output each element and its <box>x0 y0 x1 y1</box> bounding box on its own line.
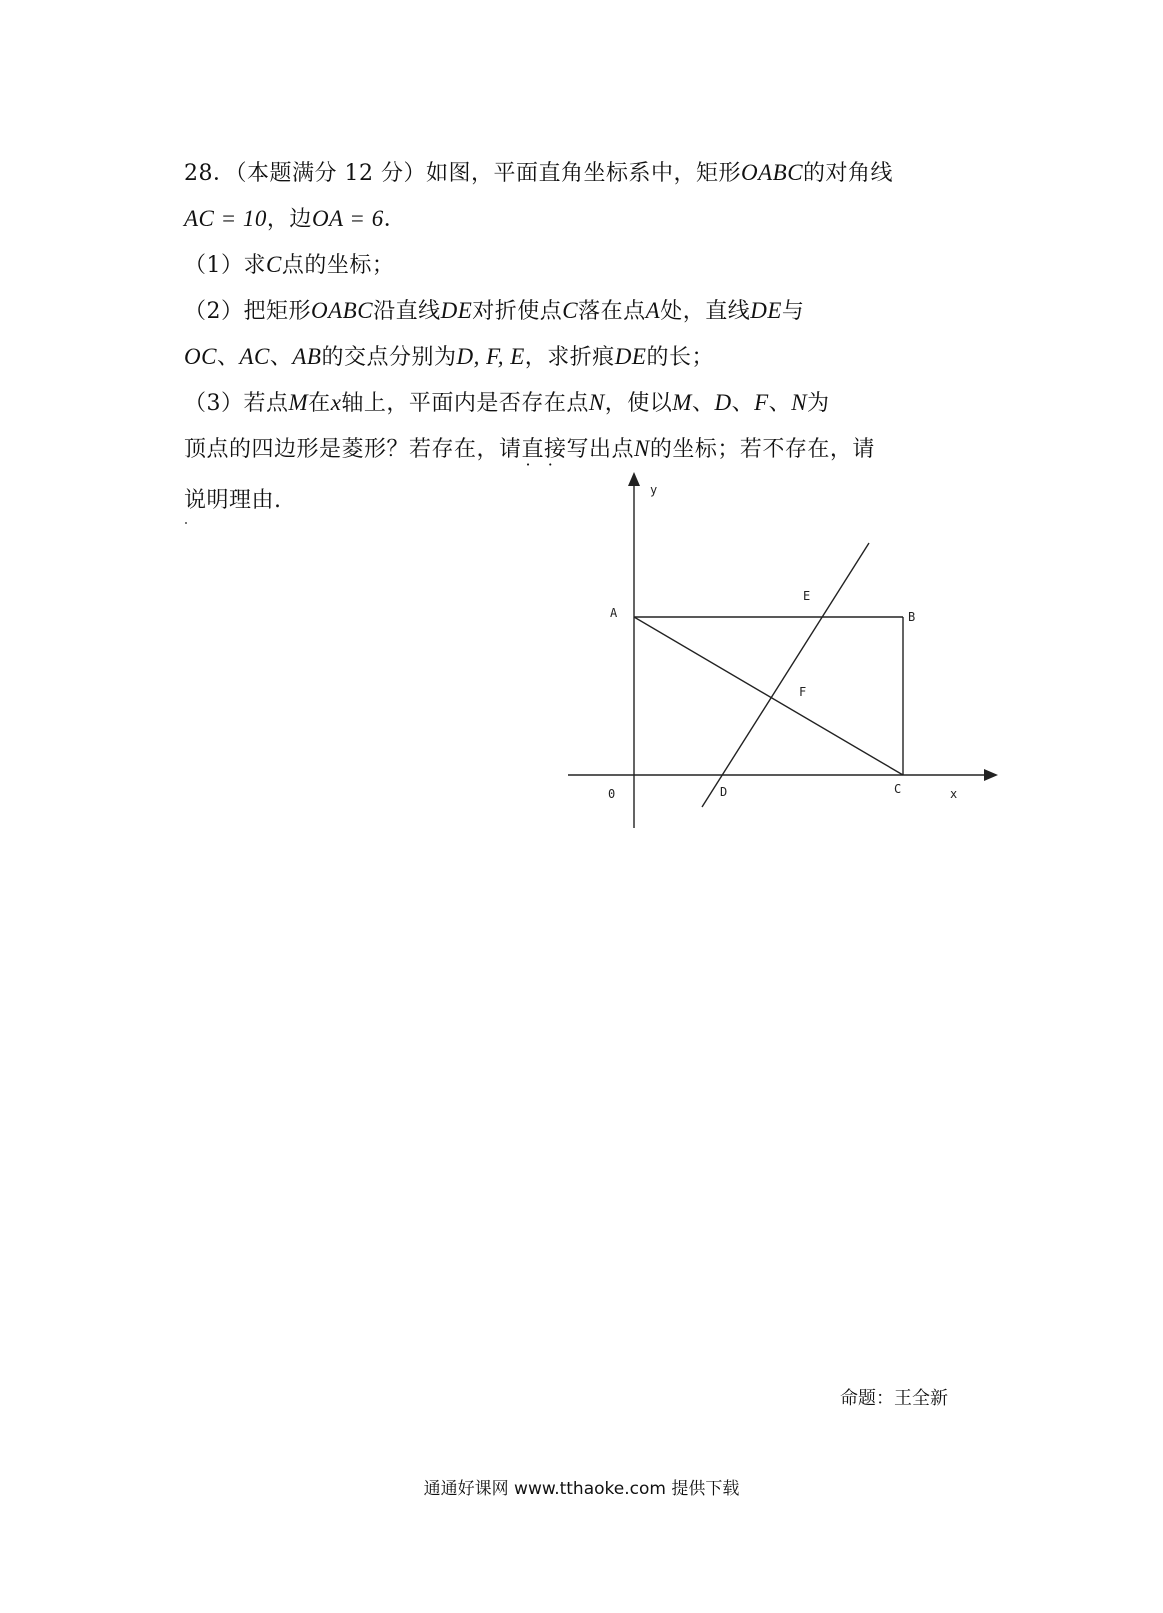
q3-text-d: ，使以 <box>604 391 673 416</box>
math-m: M <box>288 390 309 415</box>
label-f: F <box>799 685 807 699</box>
q2-text-e: 处，直线 <box>660 299 751 324</box>
question-3-line-3: 说明理由. <box>184 488 282 513</box>
q3-text-c: 轴上，平面内是否存在点 <box>341 391 589 416</box>
q3-text-a: （3）若点 <box>184 391 289 416</box>
fold-line-de <box>702 543 869 807</box>
math-point-c: C <box>266 252 282 277</box>
q2-text-g: 的交点分别为 <box>321 345 457 370</box>
math-rect: OABC <box>311 298 374 323</box>
problem-text <box>184 150 954 523</box>
math-de: DE <box>440 298 473 323</box>
page-footer: 通通好课网 www.tthaoke.com 提供下载 <box>423 1479 740 1499</box>
math-ac: AC <box>239 344 270 369</box>
label-y: y <box>650 483 658 497</box>
math-f: F <box>754 390 769 415</box>
q2-text-c: 对折使点 <box>472 299 563 324</box>
label-a: A <box>610 606 618 620</box>
label-c: C <box>894 782 902 796</box>
question-3-line-1 <box>184 380 954 426</box>
question-3-line-2 <box>184 426 954 472</box>
x-axis-arrow <box>984 769 998 781</box>
sep: 、 <box>731 391 755 416</box>
given-sep: ，边 <box>266 207 312 232</box>
intro-text-2: 的对角线 <box>803 161 894 186</box>
stray-dot <box>185 522 187 524</box>
label-b: B <box>908 610 916 624</box>
q1-text-a: （1）求 <box>184 253 266 278</box>
problem-line-2 <box>184 196 954 242</box>
question-2-line-2 <box>184 334 954 380</box>
sep: 、 <box>269 345 293 370</box>
label-e: E <box>803 589 811 603</box>
math-de: DE <box>750 298 782 323</box>
sep: 、 <box>691 391 715 416</box>
problem-line-1 <box>184 150 954 196</box>
q2-text-i: 的长； <box>646 345 714 370</box>
q3-line2-c: 的坐标；若不存在，请 <box>649 437 875 462</box>
q3-line2-a: 顶点的四边形是菱形？若存在，请 <box>184 437 522 462</box>
emphasis-text: 直接 · · <box>522 437 567 462</box>
question-2-line-1 <box>184 288 954 334</box>
author-credit: 命题：王全新 <box>840 1388 948 1409</box>
math-n: N <box>588 390 605 415</box>
label-d: D <box>720 785 728 799</box>
q3-line2-b: 写出点 <box>566 437 635 462</box>
math-d: D <box>714 390 732 415</box>
math-x: x <box>330 390 342 415</box>
q3-text-e: 为 <box>807 391 830 416</box>
math-n: N <box>791 390 808 415</box>
math-rect-name: OABC <box>740 160 804 185</box>
sep: 、 <box>768 391 792 416</box>
q2-text-f: 与 <box>781 299 805 324</box>
question-1 <box>184 242 954 288</box>
math-oc: OC <box>184 344 217 369</box>
math-n: N <box>634 436 650 461</box>
q1-text-b: 点的坐标； <box>281 253 395 278</box>
math-given-oa: OA = 6 <box>311 206 384 231</box>
math-point-c: C <box>562 298 579 323</box>
math-m: M <box>672 390 692 415</box>
label-o: 0 <box>608 787 616 801</box>
math-given-ac: AC = 10 <box>184 206 267 231</box>
math-point-a: A <box>645 298 661 323</box>
y-axis-arrow <box>628 472 640 486</box>
q2-text-b: 沿直线 <box>373 299 441 324</box>
math-dfe: D, F, E <box>456 344 525 369</box>
coordinate-figure <box>560 470 1000 840</box>
q2-text-h: ，求折痕 <box>524 345 615 370</box>
label-x: x <box>950 787 958 801</box>
intro-text: 28．（本题满分 12 分）如图，平面直角坐标系中，矩形 <box>184 161 741 186</box>
diagonal-ac <box>634 617 903 775</box>
sep: 、 <box>216 345 240 370</box>
q3-text-b: 在 <box>308 391 331 416</box>
math-de: DE <box>614 344 647 369</box>
math-ab: AB <box>292 344 322 369</box>
given-end: ． <box>383 207 407 232</box>
q2-text-a: （2）把矩形 <box>184 299 311 324</box>
q2-text-d: 落在点 <box>578 299 646 324</box>
